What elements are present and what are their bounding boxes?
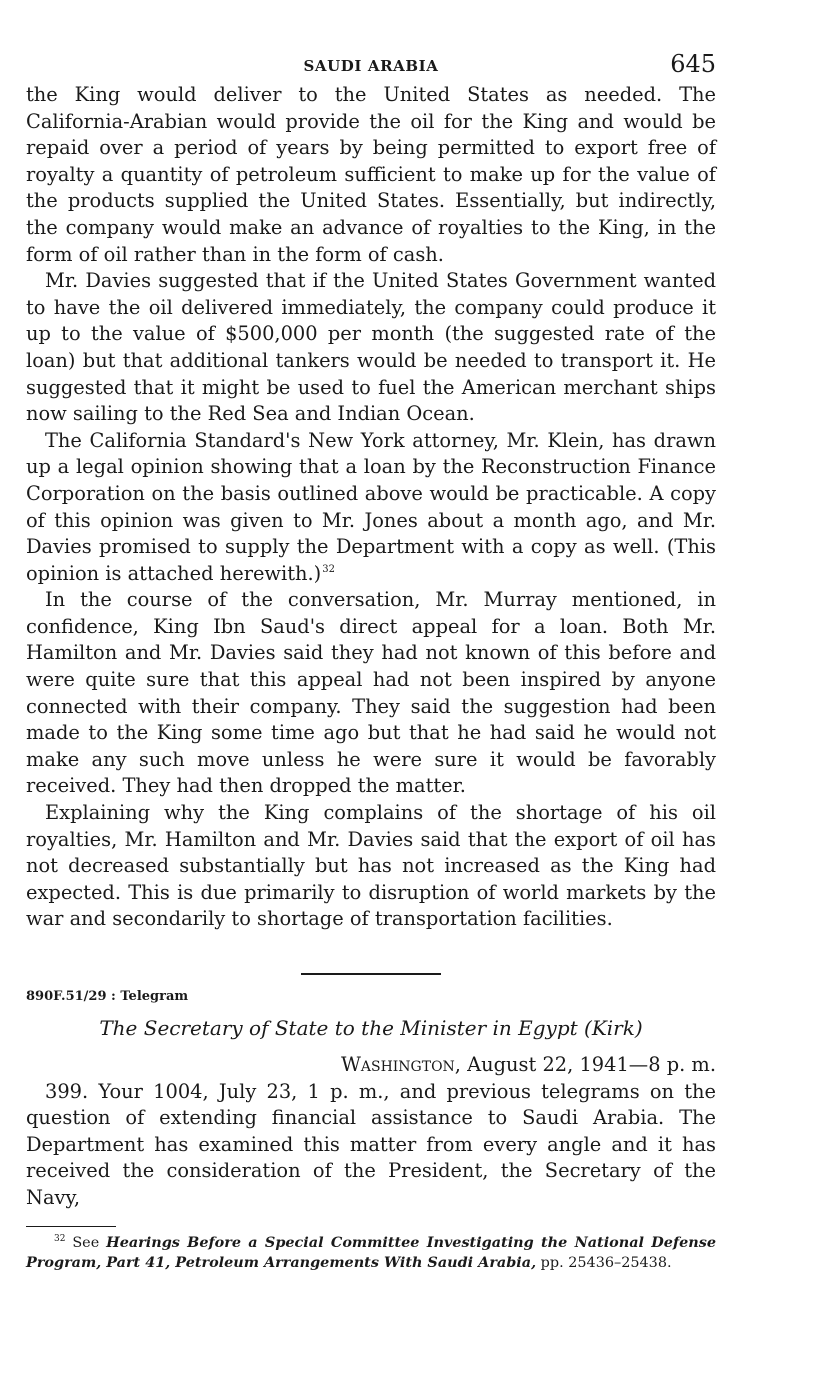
footnote-pages: pp. 25436–25438. (540, 1254, 672, 1271)
paragraph-davies-delivery: Mr. Davies suggested that if the United States Government wanted to have the oil delivered immediately, the company could produce it up to the value of $500,000 per month (the suggested rate of the loan) but that additional tankers would be needed to transport it. He suggested that it might be used to fuel the American merchant ships now sailing to the Red Sea and Indian Ocean. (26, 269, 716, 426)
dateline (26, 1052, 716, 1079)
footnote-citation: Hearings Before a Special Committee Investigating the National Defense Program, Part 41, Petroleum Arrangements With Saudi Arabia, (26, 1233, 717, 1271)
telegram-body: 399. Your 1004, July 23, 1 p. m., and previous telegrams on the question of extending financial assistance to Saudi Arabia. The Department has examined this matter from every angle and it has received the consideration of the President, the Secretary of the Navy, (26, 1079, 716, 1209)
footnote-number: 32 (54, 1233, 66, 1244)
footnote (26, 1233, 716, 1273)
dateline-place: Washington, (340, 1053, 461, 1076)
paragraph-legal-opinion-text: The California Standard's New York attorney, Mr. Klein, has drawn up a legal opinion showing that a loan by the Reconstruction Finance Corporation on the basis outlined above would be practicable. A copy of this opinion was given to Mr. Jones about a month ago, and Mr. Davies promised to supply the Department with a copy as well. (This opinion is attached herewith.) (26, 428, 716, 585)
paragraph-continuation: the King would deliver to the United States as needed. The California-Arabian would provide the oil for the King and would be repaid over a period of years by being permitted to export free of royalty a quantity of petroleum sufficient to make up for the value of the products supplied the United States. Essentially, but indirectly, the company would make an advance of royalties to the King, in the form of oil rather than in the form of cash. (26, 83, 716, 266)
footnote-divider (26, 1226, 116, 1227)
document-title: The Secretary of State to the Minister in Egypt (Kirk) (99, 1016, 643, 1040)
page-number: 645 (670, 50, 716, 78)
footnote-reference[interactable]: 32 (322, 564, 335, 576)
paragraph-oil-royalties: Explaining why the King complains of the shortage of his oil royalties, Mr. Hamilton and Mr. Davies said that the export of oil has not decreased substantially but has not increased as the King had expected. This is due primarily to disruption of world markets by the war and secondarily to shortage of transportation facilities. (26, 801, 716, 931)
file-reference: 890F.51/29 : Telegram (26, 989, 189, 1004)
footnote-see: See (72, 1234, 100, 1251)
document-page (26, 52, 716, 1273)
paragraph-direct-appeal: In the course of the conversation, Mr. Murray mentioned, in confidence, King Ibn Saud's direct appeal for a loan. Both Mr. Hamilton and Mr. Davies said they had not known of this before and were quite sure that this appeal had not been inspired by anyone connected with their company. They said the suggestion had been made to the King some time ago but that he had said he would not make any such move unless he were sure it would be favorably received. They had then dropped the matter. (26, 588, 716, 798)
paragraph-legal-opinion (26, 428, 716, 588)
section-divider (301, 973, 441, 975)
page-header (26, 52, 716, 82)
running-head: SAUDI ARABIA (303, 57, 439, 75)
dateline-time: August 22, 1941—8 p. m. (467, 1053, 716, 1076)
